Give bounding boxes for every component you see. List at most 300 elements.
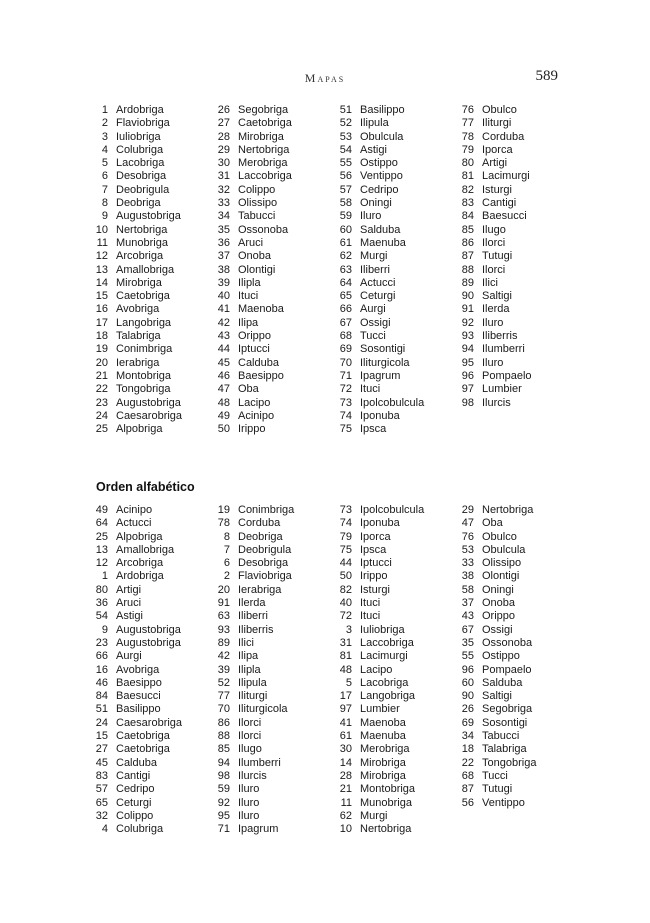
list-item	[328, 383, 424, 396]
list-item	[450, 224, 532, 237]
entry-number: 35	[461, 636, 474, 649]
entry-number: 73	[339, 396, 352, 409]
entry-name: Augustobriga	[116, 636, 181, 649]
list-item	[450, 531, 536, 544]
entry-number: 24	[95, 716, 108, 729]
entry-number: 85	[217, 743, 230, 756]
list-item	[450, 210, 532, 223]
entry-name: Conimbriga	[238, 504, 295, 516]
entry-name: Ipsca	[360, 423, 387, 436]
running-header-title: Mapas	[304, 71, 346, 85]
entry-number: 54	[95, 610, 108, 623]
entry-number: 7	[223, 543, 230, 556]
entry-number: 65	[339, 290, 352, 303]
list-item	[206, 117, 292, 130]
entry-name: Sosontigi	[360, 343, 406, 356]
entry-number: 96	[461, 663, 474, 676]
list-item	[328, 303, 424, 316]
entry-number: 56	[461, 796, 474, 809]
entry-number: 86	[461, 236, 474, 249]
list-item	[84, 131, 182, 144]
list-item	[84, 264, 182, 277]
entry-number: 18	[95, 330, 108, 343]
list-item	[84, 303, 182, 316]
entry-name: Tabucci	[482, 730, 520, 743]
entry-name: Laccobriga	[238, 170, 292, 183]
entry-number: 18	[461, 743, 474, 756]
list-item	[328, 131, 424, 144]
list-item	[328, 690, 424, 703]
entry-name: Arcobriga	[116, 557, 164, 570]
entry-name: Ossigi	[482, 623, 513, 636]
entry-name: Ilerda	[238, 597, 266, 610]
entry-name: Onoba	[238, 250, 272, 263]
entry-number: 3	[345, 623, 352, 636]
list-item	[450, 544, 536, 557]
list-item	[206, 397, 292, 410]
entry-number: 47	[461, 517, 474, 530]
entry-name: Maenoba	[360, 716, 406, 729]
list-item	[328, 797, 424, 810]
entry-number: 38	[461, 570, 474, 583]
entry-name: Ilici	[238, 636, 254, 649]
entry-number: 55	[339, 157, 352, 170]
entry-number: 34	[217, 210, 230, 223]
entry-number: 64	[339, 276, 352, 289]
entry-name: Ipolcobulcula	[360, 504, 425, 516]
entry-name: Salduba	[360, 223, 401, 236]
list-item	[328, 770, 424, 783]
entry-number: 57	[339, 183, 352, 196]
list-item	[328, 703, 424, 716]
entry-name: Baesippo	[116, 676, 162, 689]
entry-number: 45	[217, 356, 230, 369]
entry-name: Merobriga	[360, 743, 410, 756]
entry-number: 36	[95, 597, 108, 610]
entry-name: Irippo	[360, 570, 388, 583]
entry-number: 24	[95, 409, 108, 422]
list-item	[84, 330, 182, 343]
entry-number: 57	[95, 783, 108, 796]
entry-number: 67	[461, 623, 474, 636]
alphabetical-section-heading: Orden alfabético	[96, 480, 195, 494]
list-item	[206, 330, 292, 343]
entry-number: 62	[339, 809, 352, 822]
entry-number: 1	[101, 570, 108, 583]
list-item	[206, 224, 292, 237]
entry-number: 33	[461, 557, 474, 570]
entry-name: Montobriga	[116, 369, 172, 382]
entry-name: Iliturgicola	[360, 356, 410, 369]
list-item	[84, 237, 182, 250]
entry-number: 79	[461, 143, 474, 156]
list-item	[450, 383, 532, 396]
entry-name: Ilorci	[482, 236, 506, 249]
entry-name: Aurgi	[360, 303, 386, 316]
entry-number: 4	[101, 823, 108, 836]
list-item	[206, 104, 292, 117]
entry-name: Mirobriga	[116, 276, 162, 289]
entry-number: 42	[217, 316, 230, 329]
list-item	[84, 743, 182, 756]
entry-name: Acinipo	[116, 504, 153, 516]
entry-name: Murgi	[360, 250, 388, 263]
entry-number: 90	[461, 290, 474, 303]
list-item	[328, 717, 424, 730]
list-item	[450, 730, 536, 743]
list-item	[84, 703, 182, 716]
list-item	[206, 250, 292, 263]
entry-number: 46	[217, 369, 230, 382]
entry-name: Amallobriga	[116, 543, 175, 556]
list-item	[84, 277, 182, 290]
entry-name: Obulcula	[482, 543, 526, 556]
entry-name: Ierabriga	[116, 356, 160, 369]
list-item	[84, 210, 182, 223]
entry-name: Baesippo	[238, 369, 284, 382]
entry-number: 63	[339, 263, 352, 276]
entry-name: Iliberris	[482, 330, 518, 343]
entry-number: 9	[101, 210, 108, 223]
list-item	[84, 144, 182, 157]
entry-name: Saltigi	[482, 690, 512, 703]
entry-name: Ilumberri	[238, 756, 281, 769]
entry-name: Ituci	[360, 610, 381, 623]
page-number: 589	[535, 68, 558, 84]
entry-number: 6	[101, 170, 108, 183]
entry-number: 17	[339, 690, 352, 703]
list-item	[328, 157, 424, 170]
entry-name: Iliturgicola	[238, 703, 288, 716]
entry-number: 79	[339, 530, 352, 543]
entry-name: Oningi	[360, 197, 392, 210]
entry-number: 28	[217, 130, 230, 143]
entry-name: Ilurcis	[482, 396, 511, 409]
entry-number: 20	[95, 356, 108, 369]
list-item	[84, 317, 182, 330]
entry-name: Calduba	[238, 356, 279, 369]
list-item	[450, 743, 536, 756]
entry-number: 43	[217, 330, 230, 343]
entry-number: 32	[217, 183, 230, 196]
entry-name: Ilipla	[238, 276, 261, 289]
entry-number: 74	[339, 517, 352, 530]
list-item	[206, 717, 294, 730]
entry-name: Munobriga	[360, 796, 412, 809]
entry-number: 33	[217, 197, 230, 210]
entry-number: 61	[339, 236, 352, 249]
entry-number: 73	[339, 504, 352, 516]
list-item	[84, 637, 182, 650]
list-item	[84, 104, 182, 117]
list-item	[450, 157, 532, 170]
entry-name: Cedripo	[116, 783, 155, 796]
entry-name: Nertobriga	[238, 143, 290, 156]
list-item	[84, 664, 182, 677]
entry-name: Deobrigula	[238, 543, 292, 556]
entry-number: 84	[95, 690, 108, 703]
entry-name: Iponuba	[360, 517, 400, 530]
list-item	[450, 264, 532, 277]
entry-name: Actucci	[360, 276, 396, 289]
numeric-column-1	[84, 104, 182, 436]
entry-name: Olontigi	[238, 263, 276, 276]
entry-number: 84	[461, 210, 474, 223]
entry-name: Lumbier	[482, 383, 522, 396]
entry-name: Ilerda	[482, 303, 510, 316]
entry-name: Ipsca	[360, 543, 387, 556]
entry-name: Ilipa	[238, 316, 259, 329]
entry-number: 68	[339, 330, 352, 343]
entry-number: 93	[217, 623, 230, 636]
entry-name: Segobriga	[238, 104, 289, 116]
entry-name: Iluro	[238, 783, 260, 796]
list-item	[84, 823, 182, 836]
list-item	[450, 717, 536, 730]
entry-name: Oba	[482, 517, 503, 530]
entry-number: 1	[101, 104, 108, 116]
entry-number: 5	[345, 676, 352, 689]
entry-name: Segobriga	[482, 703, 533, 716]
list-item	[206, 690, 294, 703]
entry-name: Cedripo	[360, 183, 399, 196]
entry-number: 51	[95, 703, 108, 716]
entry-number: 22	[461, 756, 474, 769]
entry-name: Iptucci	[360, 557, 392, 570]
entry-name: Actucci	[116, 517, 152, 530]
entry-number: 36	[217, 236, 230, 249]
entry-number: 95	[217, 809, 230, 822]
entry-number: 53	[339, 130, 352, 143]
entry-name: Lacipo	[238, 396, 271, 409]
entry-number: 23	[95, 636, 108, 649]
entry-number: 53	[461, 543, 474, 556]
list-item	[206, 624, 294, 637]
entry-name: Lacobriga	[116, 157, 165, 170]
entry-number: 11	[340, 796, 352, 809]
list-item	[450, 650, 536, 663]
entry-name: Iluro	[238, 796, 260, 809]
entry-number: 63	[217, 610, 230, 623]
entry-number: 98	[217, 769, 230, 782]
entry-number: 64	[95, 517, 108, 530]
list-item	[328, 544, 424, 557]
list-item	[206, 610, 294, 623]
entry-name: Iuliobriga	[360, 623, 405, 636]
list-item	[84, 757, 182, 770]
entry-name: Ceturgi	[116, 796, 152, 809]
entry-number: 76	[461, 530, 474, 543]
entry-number: 90	[461, 690, 474, 703]
entry-name: Nertobriga	[482, 504, 534, 516]
entry-name: Olontigi	[482, 570, 520, 583]
entry-number: 60	[461, 676, 474, 689]
entry-name: Ilorci	[238, 716, 262, 729]
entry-name: Avobriga	[116, 663, 160, 676]
entry-number: 8	[101, 197, 108, 210]
entry-number: 22	[95, 383, 108, 396]
entry-number: 4	[101, 143, 108, 156]
entry-name: Baesucci	[482, 210, 527, 223]
list-item	[84, 557, 182, 570]
list-item	[328, 610, 424, 623]
list-item	[328, 597, 424, 610]
list-item	[84, 690, 182, 703]
entry-name: Lacobriga	[360, 676, 409, 689]
entry-name: Iliturgi	[482, 117, 512, 130]
entry-name: Laccobriga	[360, 636, 414, 649]
entry-name: Ossigi	[360, 316, 391, 329]
entry-name: Conimbriga	[116, 343, 173, 356]
entry-number: 15	[95, 290, 108, 303]
list-item	[206, 210, 292, 223]
entry-name: Pompaelo	[482, 369, 532, 382]
list-item	[206, 410, 292, 423]
numeric-column-2	[206, 104, 292, 436]
entry-number: 87	[461, 250, 474, 263]
entry-name: Ipagrum	[238, 823, 279, 836]
entry-number: 16	[95, 663, 108, 676]
entry-name: Lacipo	[360, 663, 393, 676]
entry-number: 14	[95, 276, 108, 289]
entry-name: Tucci	[482, 769, 508, 782]
entry-name: Mirobriga	[360, 756, 406, 769]
entry-name: Ilorci	[238, 730, 262, 743]
entry-name: Oba	[238, 383, 259, 396]
entry-name: Ilurcis	[238, 769, 267, 782]
entry-number: 9	[101, 623, 108, 636]
entry-number: 30	[217, 157, 230, 170]
entry-number: 59	[217, 783, 230, 796]
entry-number: 7	[101, 183, 108, 196]
entry-number: 3	[101, 130, 108, 143]
list-item	[328, 290, 424, 303]
entry-number: 75	[339, 423, 352, 436]
list-item	[84, 783, 182, 796]
list-item	[84, 224, 182, 237]
entry-number: 75	[339, 543, 352, 556]
entry-name: Cantigi	[482, 197, 517, 210]
entry-number: 92	[461, 316, 474, 329]
entry-name: Calduba	[116, 756, 157, 769]
entry-name: Acinipo	[238, 409, 275, 422]
list-item	[450, 330, 532, 343]
list-item	[206, 584, 294, 597]
entry-number: 16	[95, 303, 108, 316]
list-item	[84, 397, 182, 410]
list-item	[450, 664, 536, 677]
list-item	[84, 250, 182, 263]
entry-name: Obulcula	[360, 130, 404, 143]
entry-name: Ituci	[238, 290, 259, 303]
list-item	[450, 703, 536, 716]
list-item	[206, 703, 294, 716]
list-item	[450, 317, 532, 330]
entry-number: 77	[461, 117, 474, 130]
entry-number: 88	[461, 263, 474, 276]
entry-name: Iluro	[482, 356, 504, 369]
list-item	[328, 317, 424, 330]
entry-name: Corduba	[482, 130, 525, 143]
list-item	[328, 531, 424, 544]
list-item	[328, 397, 424, 410]
entry-name: Montobriga	[360, 783, 416, 796]
list-item	[328, 144, 424, 157]
entry-name: Tucci	[360, 330, 386, 343]
entry-name: Nertobriga	[116, 223, 168, 236]
entry-number: 45	[95, 756, 108, 769]
list-item	[206, 823, 294, 836]
list-item	[328, 197, 424, 210]
list-item	[328, 357, 424, 370]
entry-number: 81	[339, 650, 352, 663]
entry-number: 40	[339, 597, 352, 610]
entry-number: 41	[339, 716, 352, 729]
entry-name: Caesarobriga	[116, 409, 183, 422]
list-item	[206, 290, 292, 303]
list-item	[450, 290, 532, 303]
entry-number: 67	[339, 316, 352, 329]
list-item	[84, 770, 182, 783]
entry-number: 78	[217, 517, 230, 530]
list-item	[450, 370, 532, 383]
list-item	[328, 210, 424, 223]
entry-name: Colubriga	[116, 143, 164, 156]
list-item	[84, 423, 182, 436]
entry-number: 13	[95, 263, 108, 276]
list-item	[328, 277, 424, 290]
list-item	[328, 637, 424, 650]
list-item	[450, 690, 536, 703]
alphabetical-column-3	[328, 504, 424, 836]
entry-number: 29	[217, 143, 230, 156]
entry-number: 70	[339, 356, 352, 369]
list-item	[328, 250, 424, 263]
list-item	[450, 677, 536, 690]
list-item	[84, 343, 182, 356]
list-item	[328, 170, 424, 183]
list-item	[206, 370, 292, 383]
entry-name: Iluro	[360, 210, 382, 223]
entry-number: 11	[96, 236, 108, 249]
entry-number: 19	[217, 504, 230, 516]
entry-number: 10	[339, 823, 352, 836]
entry-name: Ardobriga	[116, 570, 164, 583]
list-item	[450, 357, 532, 370]
entry-number: 39	[217, 276, 230, 289]
list-item	[84, 157, 182, 170]
entry-name: Nertobriga	[360, 823, 412, 836]
list-item	[450, 184, 532, 197]
entry-name: Colippo	[116, 809, 154, 822]
entry-number: 54	[339, 143, 352, 156]
list-item	[206, 264, 292, 277]
entry-name: Iporca	[482, 143, 513, 156]
list-item	[328, 743, 424, 756]
entry-name: Munobriga	[116, 236, 168, 249]
entry-name: Lacimurgi	[482, 170, 530, 183]
entry-name: Mirobriga	[238, 130, 284, 143]
list-item	[206, 357, 292, 370]
entry-number: 15	[95, 730, 108, 743]
list-item	[450, 504, 536, 517]
entry-number: 83	[95, 769, 108, 782]
list-item	[206, 144, 292, 157]
entry-name: Tabucci	[238, 210, 276, 223]
entry-name: Corduba	[238, 517, 281, 530]
entry-name: Obulco	[482, 104, 517, 116]
list-item	[84, 570, 182, 583]
